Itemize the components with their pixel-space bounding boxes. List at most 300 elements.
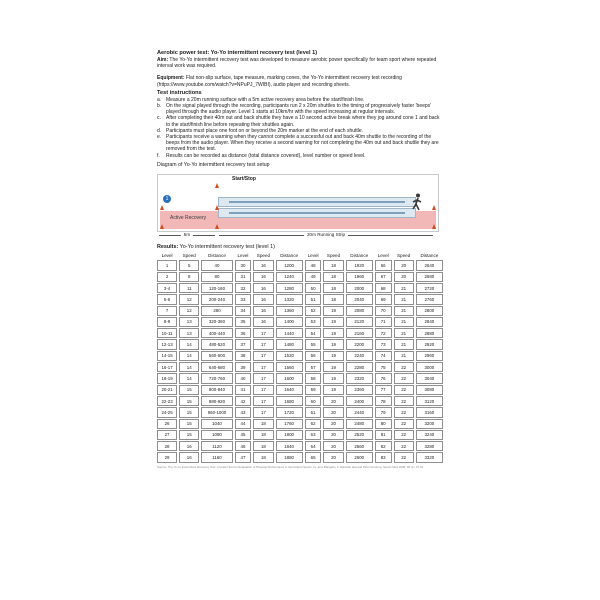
table-cell: 29	[157, 452, 177, 462]
table-cell: 1040	[201, 419, 232, 429]
cone-icon	[160, 224, 164, 229]
table-cell: 1520	[276, 351, 303, 361]
table-cell: 3320	[416, 452, 443, 462]
table-cell: 20	[394, 272, 414, 282]
table-cell: 1600	[276, 373, 303, 383]
start-stop-label: Start/Stop	[232, 176, 256, 183]
instruction-item	[157, 103, 443, 115]
table-cell: 67	[375, 272, 392, 282]
table-cell: 10-11	[157, 328, 177, 338]
table-cell: 17	[253, 396, 273, 406]
aim-paragraph	[157, 57, 443, 69]
table-cell: 1760	[276, 419, 303, 429]
table-cell: 12	[179, 294, 199, 304]
table-row	[157, 317, 443, 327]
table-cell: 18	[323, 294, 343, 304]
table-cell: 2160	[346, 328, 373, 338]
table-row	[157, 328, 443, 338]
table-cell: 46	[235, 441, 252, 451]
instructions-heading: Test instructions	[157, 89, 202, 96]
table-cell: 61	[305, 407, 322, 417]
table-cell: 5-6	[157, 294, 177, 304]
table-cell: 22-23	[157, 396, 177, 406]
distance-20m-label: 20m Running Strip	[304, 232, 348, 238]
column-header: Speed	[326, 253, 341, 259]
table-cell: 3080	[416, 385, 443, 395]
table-cell: 16	[253, 283, 273, 293]
table-cell: 800-840	[201, 385, 232, 395]
table-cell: 7	[157, 306, 177, 316]
table-row	[157, 373, 443, 383]
table-cell: 3000	[416, 362, 443, 372]
table-cell: 43	[235, 407, 252, 417]
results-table	[155, 251, 445, 463]
instruction-item	[157, 153, 443, 159]
table-cell: 19	[323, 362, 343, 372]
table-cell: 8	[179, 272, 199, 282]
table-cell: 2120	[346, 317, 373, 327]
table-cell: 2440	[346, 407, 373, 417]
table-row	[157, 419, 443, 429]
instruction-text: Participants receive a warning when they cannot complete a successful out and back 40m shuttle to the recording of the beeps from the audio player. When they receive a second warning for not completing the 40m out and back shuttle they are removed from the test.	[166, 134, 439, 153]
table-cell: 13	[179, 328, 199, 338]
instruction-marker: f.	[157, 152, 160, 159]
table-row	[157, 306, 443, 316]
table-cell: 80	[201, 272, 232, 282]
results-caption	[157, 244, 443, 251]
table-cell: 3-4	[157, 283, 177, 293]
table-cell: 19	[323, 317, 343, 327]
table-cell: 18	[253, 430, 273, 440]
table-cell: 19	[323, 385, 343, 395]
aim-label: Aim:	[157, 57, 169, 63]
table-cell: 22	[394, 362, 414, 372]
table-cell: 39	[235, 362, 252, 372]
instruction-marker: b.	[157, 103, 162, 110]
table-cell: 55	[305, 339, 322, 349]
table-cell: 60	[305, 396, 322, 406]
runner-icon	[410, 193, 424, 211]
table-cell: 22	[394, 430, 414, 440]
table-cell: 16	[253, 306, 273, 316]
table-cell: 31	[235, 272, 252, 282]
table-cell: 78	[375, 396, 392, 406]
cone-number-marker: 1	[163, 195, 171, 203]
table-cell: 22	[394, 385, 414, 395]
table-cell: 2560	[346, 441, 373, 451]
table-cell: 3240	[416, 430, 443, 440]
table-cell: 79	[375, 407, 392, 417]
cone-icon	[215, 205, 219, 210]
table-row	[157, 396, 443, 406]
table-cell: 19	[323, 328, 343, 338]
column-header: Distance	[208, 253, 226, 259]
table-cell: 49	[305, 272, 322, 282]
table-cell: 26	[157, 419, 177, 429]
table-cell: 62	[305, 419, 322, 429]
table-cell: 3200	[416, 419, 443, 429]
cone-icon	[432, 205, 436, 210]
table-cell: 82	[375, 441, 392, 451]
table-cell: 640-680	[201, 362, 232, 372]
table-cell: 64	[305, 441, 322, 451]
table-row	[157, 272, 443, 282]
table-cell: 2720	[416, 283, 443, 293]
table-cell: 2040	[346, 294, 373, 304]
table-cell: 20	[323, 407, 343, 417]
distance-5m-label: 5m	[181, 232, 193, 238]
table-cell: 200-240	[201, 294, 232, 304]
table-row	[157, 283, 443, 293]
table-cell: 69	[375, 294, 392, 304]
table-cell: 22	[394, 396, 414, 406]
table-cell: 72	[375, 328, 392, 338]
column-header: Level	[307, 253, 319, 259]
table-cell: 42	[235, 396, 252, 406]
table-cell: 18	[323, 283, 343, 293]
table-cell: 2400	[346, 396, 373, 406]
table-row	[157, 294, 443, 304]
table-cell: 14-15	[157, 351, 177, 361]
table-cell: 21	[394, 351, 414, 361]
diagram-field	[157, 174, 439, 232]
table-cell: 1160	[201, 452, 232, 462]
instruction-item	[157, 134, 443, 153]
table-cell: 15	[179, 407, 199, 417]
table-cell: 1	[157, 260, 177, 270]
cone-icon	[215, 224, 219, 229]
table-cell: 8-9	[157, 317, 177, 327]
table-cell: 20	[323, 430, 343, 440]
table-cell: 1560	[276, 362, 303, 372]
table-cell: 17	[253, 407, 273, 417]
table-cell: 5	[179, 260, 199, 270]
table-cell: 1880	[276, 452, 303, 462]
table-cell: 21	[394, 306, 414, 316]
results-caption-text: Yo-Yo intermittent recovery test (level 1)	[178, 244, 275, 251]
column-header: Speed	[396, 253, 411, 259]
instruction-marker: d.	[157, 127, 162, 134]
table-cell: 70	[375, 306, 392, 316]
return-arrow	[218, 208, 416, 218]
table-cell: 2520	[346, 430, 373, 440]
table-cell: 52	[305, 306, 322, 316]
equipment-paragraph	[157, 75, 443, 87]
outbound-arrow	[218, 197, 416, 207]
table-cell: 2800	[416, 306, 443, 316]
table-cell: 22	[394, 407, 414, 417]
table-cell: 3280	[416, 441, 443, 451]
table-row	[157, 407, 443, 417]
table-cell: 2680	[416, 272, 443, 282]
table-cell: 16	[179, 452, 199, 462]
table-cell: 2480	[346, 419, 373, 429]
table-cell: 22	[394, 452, 414, 462]
table-cell: 1400	[276, 317, 303, 327]
source-citation: Source: The Yo-Yo Intermittent Recovery Test: A Useful Tool for Evaluation of Physical Performance in Intermittent Sports, by Jens Bangsbo, F. Marcello Iaia and Peter Krustrup, Sports Med 2008; 38 (1): 37-51	[157, 464, 424, 469]
table-cell: 13	[179, 317, 199, 327]
table-cell: 20	[394, 260, 414, 270]
table-cell: 120-160	[201, 283, 232, 293]
column-header: Speed	[182, 253, 196, 259]
table-cell: 480-520	[201, 339, 232, 349]
table-cell: 2920	[416, 339, 443, 349]
table-cell: 2360	[346, 385, 373, 395]
table-cell: 2240	[346, 351, 373, 361]
table-cell: 1640	[276, 385, 303, 395]
table-cell: 40	[201, 260, 232, 270]
distance-5m	[159, 232, 215, 238]
table-cell: 59	[305, 385, 322, 395]
table-cell: 21	[394, 328, 414, 338]
test-setup-diagram	[157, 170, 443, 238]
table-cell: 2880	[416, 328, 443, 338]
instructions-list	[157, 97, 443, 159]
table-cell: 12-13	[157, 339, 177, 349]
table-cell: 960-1000	[201, 407, 232, 417]
table-cell: 21	[394, 283, 414, 293]
table-cell: 51	[305, 294, 322, 304]
table-cell: 68	[375, 283, 392, 293]
start-flag-icon	[215, 183, 219, 188]
table-cell: 21	[394, 294, 414, 304]
results-table-body	[157, 260, 443, 462]
table-cell: 18	[323, 272, 343, 282]
table-cell: 50	[305, 283, 322, 293]
table-cell: 17	[253, 362, 273, 372]
table-cell: 2640	[416, 260, 443, 270]
table-cell: 2960	[416, 351, 443, 361]
table-cell: 28	[157, 441, 177, 451]
table-cell: 77	[375, 385, 392, 395]
table-cell: 14	[179, 362, 199, 372]
table-cell: 33	[235, 294, 252, 304]
table-cell: 21	[394, 317, 414, 327]
table-cell: 2200	[346, 339, 373, 349]
table-cell: 2	[157, 272, 177, 282]
column-header: Level	[377, 253, 389, 259]
table-cell: 48	[305, 260, 322, 270]
table-cell: 83	[375, 452, 392, 462]
table-cell: 22	[394, 419, 414, 429]
table-cell: 19	[323, 339, 343, 349]
table-cell: 75	[375, 362, 392, 372]
distance-row	[157, 232, 437, 238]
table-cell: 19	[323, 351, 343, 361]
instruction-text: After completing their 40m out and back shuttle they have a 10 second active break where they jog around cone 1 and back to the start/finish line before repeating their shuttles again.	[166, 115, 440, 128]
table-cell: 41	[235, 385, 252, 395]
table-row	[157, 362, 443, 372]
table-cell: 17	[253, 351, 273, 361]
table-cell: 16	[253, 317, 273, 327]
table-cell: 400-440	[201, 328, 232, 338]
instruction-item	[157, 115, 443, 127]
table-cell: 19	[323, 306, 343, 316]
table-cell: 65	[305, 452, 322, 462]
table-cell: 2000	[346, 283, 373, 293]
table-cell: 880-920	[201, 396, 232, 406]
table-cell: 1480	[276, 339, 303, 349]
table-cell: 2840	[416, 317, 443, 327]
instruction-marker: a.	[157, 96, 162, 103]
table-cell: 81	[375, 430, 392, 440]
table-cell: 1080	[201, 430, 232, 440]
table-row	[157, 260, 443, 270]
table-row	[157, 430, 443, 440]
table-cell: 1320	[276, 294, 303, 304]
table-cell: 1920	[346, 260, 373, 270]
table-cell: 15	[179, 396, 199, 406]
table-cell: 22	[394, 373, 414, 383]
table-cell: 71	[375, 317, 392, 327]
table-cell: 1440	[276, 328, 303, 338]
table-cell: 54	[305, 328, 322, 338]
table-cell: 19	[323, 373, 343, 383]
table-cell: 2320	[346, 373, 373, 383]
table-cell: 320-360	[201, 317, 232, 327]
column-header: Distance	[350, 253, 369, 259]
table-cell: 44	[235, 419, 252, 429]
table-cell: 20	[323, 441, 343, 451]
table-cell: 32	[235, 283, 252, 293]
table-cell: 18	[253, 441, 273, 451]
table-cell: 18	[253, 419, 273, 429]
table-cell: 14	[179, 351, 199, 361]
equipment-label: Equipment:	[157, 75, 185, 82]
table-cell: 11	[179, 283, 199, 293]
table-cell: 38	[235, 351, 252, 361]
table-cell: 16	[253, 272, 273, 282]
table-row	[157, 351, 443, 361]
table-cell: 1680	[276, 396, 303, 406]
instruction-marker: e.	[157, 134, 162, 141]
table-cell: 720-760	[201, 373, 232, 383]
table-cell: 16	[253, 260, 273, 270]
table-cell: 35	[235, 317, 252, 327]
table-cell: 1960	[346, 272, 373, 282]
table-cell: 14	[179, 339, 199, 349]
table-cell: 40	[235, 373, 252, 383]
table-cell: 30	[235, 260, 252, 270]
table-cell: 20	[323, 452, 343, 462]
table-cell: 37	[235, 339, 252, 349]
table-cell: 2760	[416, 294, 443, 304]
results-table-header	[157, 252, 443, 259]
table-cell: 20	[323, 396, 343, 406]
table-cell: 1200	[276, 260, 303, 270]
cone-icon	[432, 224, 436, 229]
table-cell: 15	[179, 419, 199, 429]
table-cell: 18	[323, 260, 343, 270]
table-cell: 1240	[276, 272, 303, 282]
table-cell: 66	[375, 260, 392, 270]
table-cell: 280	[201, 306, 232, 316]
table-cell: 2280	[346, 362, 373, 372]
page-title: Aerobic power test: Yo-Yo intermittent recovery test (level 1)	[157, 50, 318, 56]
table-cell: 3160	[416, 407, 443, 417]
column-header: Distance	[280, 253, 299, 259]
table-cell: 63	[305, 430, 322, 440]
document-page	[157, 50, 443, 469]
table-cell: 14	[179, 373, 199, 383]
table-cell: 53	[305, 317, 322, 327]
table-cell: 76	[375, 373, 392, 383]
table-cell: 45	[235, 430, 252, 440]
instruction-text: On the signal played through the recording, participants run 2 x 20m shuttles to the timing of progressively faster 'beeps' played through the audio player. Level 1 starts at 10km/hr with the speed increasing at regular intervals.	[166, 103, 432, 116]
cone-icon	[160, 205, 164, 210]
table-cell: 12	[179, 306, 199, 316]
equipment-text: Flat non-slip surface, tape measure, marking cones, the Yo-Yo intermittent recovery test recording (https://www.youtube.com/watch?v=NPuPJ_7WIBI), audio player and recording sheets.	[157, 75, 402, 88]
results-label: Results:	[157, 244, 179, 251]
table-cell: 74	[375, 351, 392, 361]
table-row	[157, 452, 443, 462]
table-cell: 73	[375, 339, 392, 349]
active-recovery-label: Active Recovery	[170, 215, 207, 222]
table-cell: 1360	[276, 306, 303, 316]
table-row	[157, 385, 443, 395]
table-cell: 18	[253, 452, 273, 462]
table-cell: 17	[253, 385, 273, 395]
instruction-text: Participants must place one foot on or beyond the 20m marker at the end of each shuttle.	[166, 127, 364, 134]
instruction-text: Measure a 20m running surface with a 5m active recovery area before the start/finish line.	[166, 96, 365, 103]
table-cell: 34	[235, 306, 252, 316]
table-cell: 3120	[416, 396, 443, 406]
column-header: Speed	[256, 253, 271, 259]
table-cell: 3040	[416, 373, 443, 383]
table-cell: 2080	[346, 306, 373, 316]
table-cell: 58	[305, 373, 322, 383]
table-cell: 15	[179, 385, 199, 395]
table-cell: 15	[179, 430, 199, 440]
table-cell: 47	[235, 452, 252, 462]
table-cell: 1720	[276, 407, 303, 417]
table-cell: 17	[253, 328, 273, 338]
table-cell: 2600	[346, 452, 373, 462]
table-cell: 1840	[276, 441, 303, 451]
table-cell: 36	[235, 328, 252, 338]
table-cell: 16	[253, 294, 273, 304]
table-cell: 16	[179, 441, 199, 451]
table-cell: 18-19	[157, 373, 177, 383]
table-cell: 80	[375, 419, 392, 429]
diagram-caption: Diagram of Yo-Yo intermittent recovery test setup	[157, 161, 270, 168]
table-row	[157, 441, 443, 451]
column-header: Level	[237, 253, 249, 259]
distance-20m	[219, 232, 433, 238]
table-cell: 17	[253, 339, 273, 349]
table-cell: 20	[323, 419, 343, 429]
aim-text: The Yo-Yo intermittent recovery test was developed to measure aerobic power specifically for team sport where repeated interval work was required.	[157, 57, 437, 70]
instruction-text: Results can be recorded as distance (total distance covered), level number or speed level.	[166, 152, 366, 159]
table-cell: 1120	[201, 441, 232, 451]
table-cell: 27	[157, 430, 177, 440]
column-header: Distance	[420, 253, 439, 259]
table-cell: 56	[305, 351, 322, 361]
table-cell: 57	[305, 362, 322, 372]
column-header: Level	[161, 253, 173, 259]
table-row	[157, 339, 443, 349]
table-cell: 1800	[276, 430, 303, 440]
table-cell: 16-17	[157, 362, 177, 372]
table-cell: 1280	[276, 283, 303, 293]
table-cell: 17	[253, 373, 273, 383]
table-cell: 24-25	[157, 407, 177, 417]
table-cell: 22	[394, 441, 414, 451]
instruction-marker: c.	[157, 115, 161, 122]
table-cell: 20-21	[157, 385, 177, 395]
table-cell: 21	[394, 339, 414, 349]
table-cell: 560-600	[201, 351, 232, 361]
